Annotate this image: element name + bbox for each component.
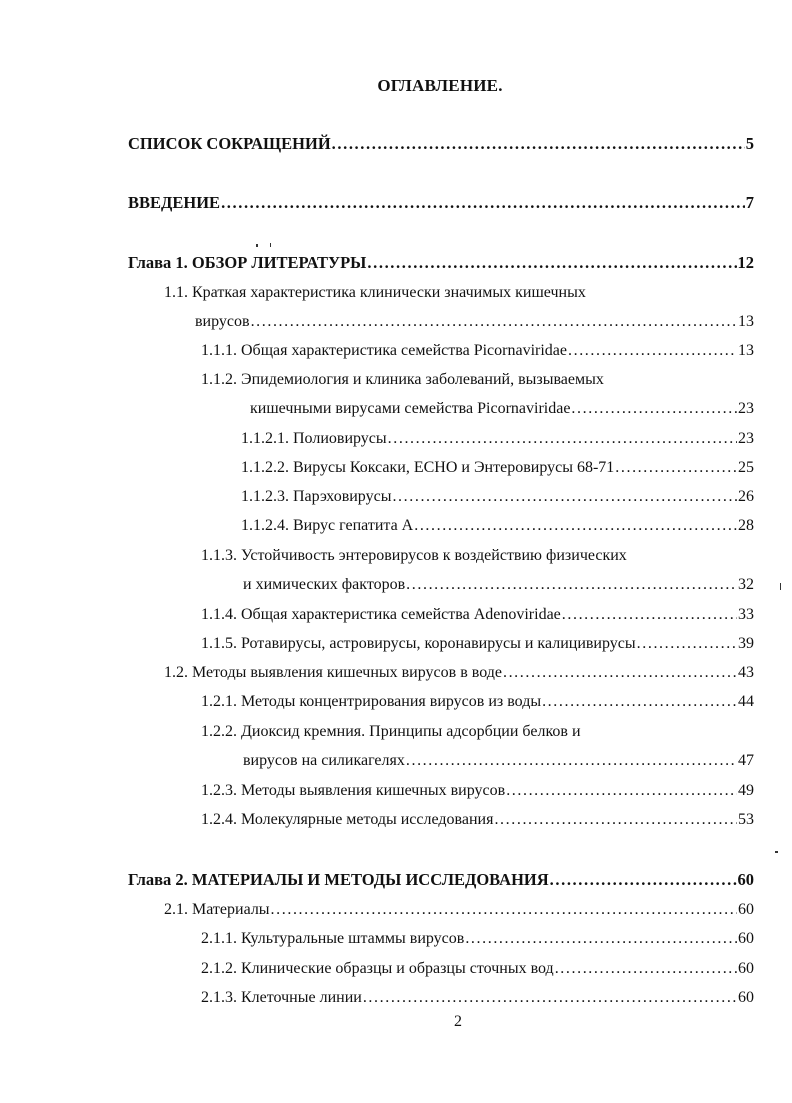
toc-title: ОГЛАВЛЕНИЕ. xyxy=(377,76,503,95)
toc-entry-page: 13 xyxy=(738,342,754,359)
toc-entry-page: 49 xyxy=(738,782,754,799)
toc-leader-dots xyxy=(562,605,737,625)
toc-entry-page: 47 xyxy=(738,752,754,769)
toc-entry-text: 2.1. Материалы xyxy=(164,901,270,918)
toc-entry-text: и химических факторов xyxy=(243,576,406,593)
toc-entry-text: 1.1.4. Общая характеристика семейства Adenoviridae xyxy=(201,606,561,623)
toc-leader-dots xyxy=(363,988,737,1008)
toc-entry-page: 43 xyxy=(738,664,754,681)
toc-entry-text: 1.1.2.2. Вирусы Коксаки, ECHO и Энтеровирусы 68-71 xyxy=(241,459,615,476)
toc-leader-dots xyxy=(406,575,737,595)
toc-entry-text: Глава 2. МАТЕРИАЛЫ И МЕТОДЫ ИССЛЕДОВАНИЯ xyxy=(128,870,549,889)
toc-entry-text: 1.1.2. Эпидемиология и клиника заболеваний, вызываемых xyxy=(201,371,604,388)
toc-entry-text: 1.1.5. Ротавирусы, астровирусы, коронавирусы и калицивирусы xyxy=(201,635,636,652)
toc-entry-page: 60 xyxy=(738,989,754,1006)
toc-entry xyxy=(241,487,754,507)
toc-entry xyxy=(250,399,754,419)
toc-entry-page: 13 xyxy=(738,313,754,330)
toc-entry-text: кишечными вирусами семейства Picornaviridae xyxy=(250,400,571,417)
toc-entry-text: 2.1.1. Культуральные штаммы вирусов xyxy=(201,930,465,947)
toc-entry-text: 1.2.3. Методы выявления кишечных вирусов xyxy=(201,782,506,799)
toc-entry-page: 26 xyxy=(738,488,754,505)
toc-entry xyxy=(201,341,754,361)
toc-entry-page: 39 xyxy=(738,635,754,652)
toc-entry-page: 60 xyxy=(737,870,754,889)
toc-leader-dots xyxy=(414,516,737,536)
toc-leader-dots xyxy=(542,692,737,712)
toc-entry xyxy=(201,781,754,801)
toc-entry-text: 2.1.3. Клеточные линии xyxy=(201,989,362,1006)
page-number: 2 xyxy=(454,1013,462,1030)
toc-entry-text: 1.1.2.4. Вирус гепатита А xyxy=(241,517,414,534)
toc-entry-text: 1.1.2.3. Парэховирусы xyxy=(241,488,392,505)
toc-entry xyxy=(241,516,754,536)
scan-speck xyxy=(256,244,258,247)
toc-entry-page: 53 xyxy=(738,811,754,828)
toc-leader-dots xyxy=(571,399,737,419)
toc-leader-dots xyxy=(503,663,737,683)
toc-entry-text: 1.1.3. Устойчивость энтеровирусов к воздействию физических xyxy=(201,547,627,564)
toc-leader-dots xyxy=(367,253,736,273)
toc-leader-dots xyxy=(506,781,737,801)
toc-entry-text: вирусов на силикагелях xyxy=(243,752,405,769)
scan-speck xyxy=(270,243,271,247)
scan-speck xyxy=(775,851,778,853)
toc-entry xyxy=(128,134,754,154)
toc-entry xyxy=(201,810,754,830)
toc-leader-dots xyxy=(251,312,737,332)
toc-entry xyxy=(164,663,754,683)
toc-entry-text: Глава 1. ОБЗОР ЛИТЕРАТУРЫ xyxy=(128,253,367,272)
toc-entry xyxy=(201,959,754,979)
toc-leader-dots xyxy=(392,487,737,507)
toc-entry-page: 60 xyxy=(738,960,754,977)
toc-entry xyxy=(201,634,754,654)
toc-entry-text: вирусов xyxy=(195,313,250,330)
toc-entry-text: 1.1. Краткая характеристика клинически значимых кишечных xyxy=(164,284,586,301)
toc-leader-dots xyxy=(271,900,737,920)
toc-entry xyxy=(241,429,754,449)
scan-speck xyxy=(780,583,781,590)
toc-entry-text: СПИСОК СОКРАЩЕНИЙ xyxy=(128,134,331,153)
toc-entry xyxy=(201,692,754,712)
toc-entry-text: 1.2.1. Методы концентрирования вирусов из воды xyxy=(201,693,542,710)
toc-entry-text: 1.1.2.1. Полиовирусы xyxy=(241,430,387,447)
toc-entry-page: 23 xyxy=(738,430,754,447)
toc-leader-dots xyxy=(637,634,737,654)
toc-entry xyxy=(195,312,754,332)
toc-entry xyxy=(201,988,754,1008)
toc-entry-text: 1.2.4. Молекулярные методы исследования xyxy=(201,811,494,828)
toc-entry xyxy=(241,458,754,478)
toc-leader-dots xyxy=(465,929,737,949)
toc-leader-dots xyxy=(332,134,745,154)
toc-entry-text: 2.1.2. Клинические образцы и образцы сточных вод xyxy=(201,960,554,977)
toc-leader-dots xyxy=(494,810,737,830)
toc-entry-text: 1.2. Методы выявления кишечных вирусов в воде xyxy=(164,664,502,681)
toc-entry-text: ВВЕДЕНИЕ xyxy=(128,193,221,212)
toc-entry-page: 25 xyxy=(738,459,754,476)
toc-entry-page: 60 xyxy=(738,901,754,918)
toc-entry-page: 5 xyxy=(745,134,754,153)
toc-entry-page: 44 xyxy=(738,693,754,710)
toc-entry xyxy=(128,253,754,273)
toc-entry xyxy=(128,193,754,213)
toc-leader-dots xyxy=(555,959,737,979)
toc-entry xyxy=(201,605,754,625)
toc-entry-page: 32 xyxy=(738,576,754,593)
toc-entry-page: 28 xyxy=(738,517,754,534)
toc-entry-page: 7 xyxy=(745,193,754,212)
toc-entry-page: 12 xyxy=(737,253,754,272)
toc-entry xyxy=(164,900,754,920)
toc-entry-page: 33 xyxy=(738,606,754,623)
toc-entry-text: 1.1.1. Общая характеристика семейства Picornaviridae xyxy=(201,342,567,359)
toc-leader-dots xyxy=(550,870,737,890)
toc-leader-dots xyxy=(615,458,737,478)
toc-leader-dots xyxy=(221,193,745,213)
toc-leader-dots xyxy=(568,341,737,361)
toc-entry xyxy=(201,929,754,949)
toc-entry xyxy=(243,575,754,595)
toc-entry-page: 23 xyxy=(738,400,754,417)
toc-entry xyxy=(128,870,754,890)
toc-entry-text: 1.2.2. Диоксид кремния. Принципы адсорбции белков и xyxy=(201,723,581,740)
toc-entry-page: 60 xyxy=(738,930,754,947)
toc-entry xyxy=(243,751,754,771)
toc-leader-dots xyxy=(406,751,737,771)
toc-leader-dots xyxy=(388,429,737,449)
